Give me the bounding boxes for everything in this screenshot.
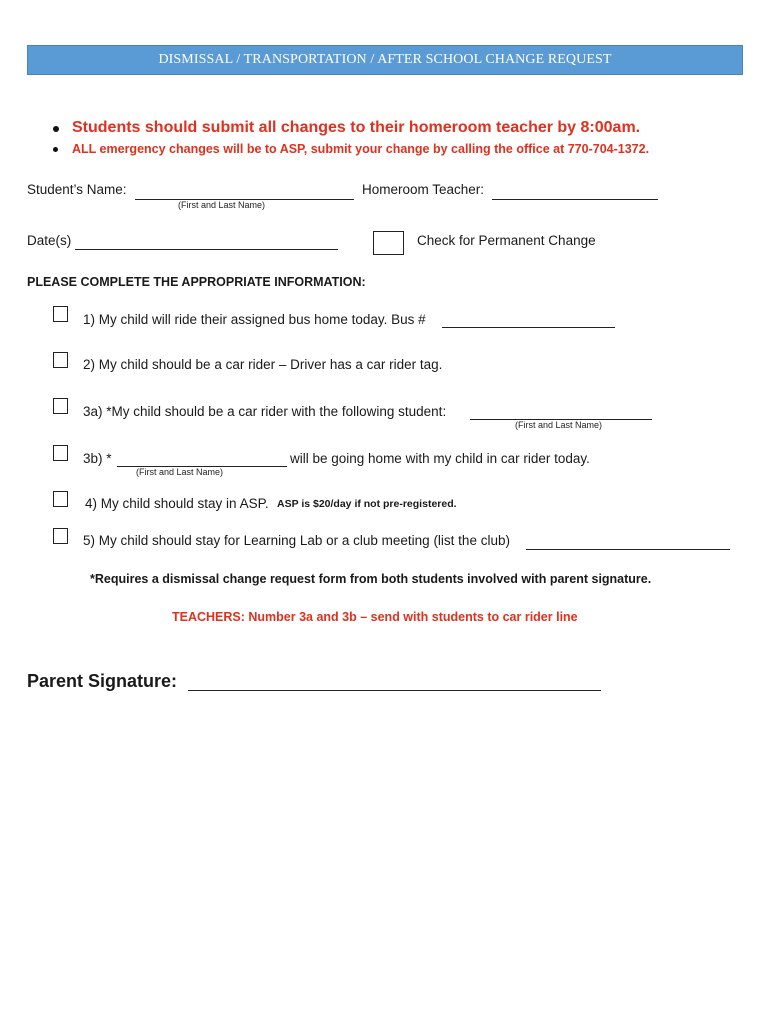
form-title: DISMISSAL / TRANSPORTATION / AFTER SCHOOL CHANGE REQUEST	[158, 52, 612, 67]
homeroom-teacher-label: Homeroom Teacher:	[362, 182, 485, 197]
section-heading: PLEASE COMPLETE THE APPROPRIATE INFORMATION:	[27, 275, 366, 289]
student-name-hint: (First and Last Name)	[178, 200, 266, 210]
dates-field[interactable]	[75, 234, 338, 250]
requirement-note: *Requires a dismissal change request form from both students involved with parent signature.	[90, 572, 652, 586]
student-name-field[interactable]	[135, 184, 354, 200]
bullet-emergency: ALL emergency changes will be to ASP, submit your change by calling the office at 770-704-1372.	[72, 142, 650, 156]
option-4-note: ASP is $20/day if not pre-registered.	[277, 498, 457, 510]
permanent-change-checkbox[interactable]	[373, 231, 404, 255]
option-3a-checkbox[interactable]	[53, 398, 68, 414]
option-3b-checkbox[interactable]	[53, 445, 68, 461]
option-1-checkbox[interactable]	[53, 306, 68, 322]
option-1-text: 1) My child will ride their assigned bus home today. Bus #	[83, 312, 426, 327]
option-3b-prefix: 3b) *	[83, 451, 112, 466]
bullet-icon	[53, 126, 59, 132]
header-banner	[27, 45, 743, 75]
permanent-change-label: Check for Permanent Change	[417, 233, 596, 248]
option-3a-hint: (First and Last Name)	[515, 420, 603, 430]
option-2-checkbox[interactable]	[53, 352, 68, 368]
teachers-note: TEACHERS: Number 3a and 3b – send with students to car rider line	[172, 610, 578, 624]
homeroom-teacher-field[interactable]	[492, 184, 658, 200]
option-2-text: 2) My child should be a car rider – Driver has a car rider tag.	[83, 357, 443, 372]
club-field[interactable]	[526, 534, 730, 550]
option-4-checkbox[interactable]	[53, 491, 68, 507]
bus-number-field[interactable]	[442, 312, 615, 328]
option-5-checkbox[interactable]	[53, 528, 68, 544]
option-3b-suffix: will be going home with my child in car rider today.	[290, 451, 590, 466]
option-4-text: 4) My child should stay in ASP.	[85, 496, 269, 511]
bullet-deadline: Students should submit all changes to their homeroom teacher by 8:00am.	[72, 119, 641, 136]
bullet-icon	[53, 147, 58, 152]
option-3b-student-field[interactable]	[117, 451, 287, 467]
student-name-label: Student’s Name:	[27, 182, 127, 197]
parent-signature-field[interactable]	[188, 674, 601, 691]
dates-label: Date(s)	[27, 233, 72, 248]
option-5-text: 5) My child should stay for Learning Lab or a club meeting (list the club)	[83, 533, 510, 548]
option-3a-text: 3a) *My child should be a car rider with the following student:	[83, 404, 447, 419]
option-3b-hint: (First and Last Name)	[136, 467, 224, 477]
option-3a-student-field[interactable]	[470, 404, 652, 420]
parent-signature-label: Parent Signature:	[27, 671, 178, 691]
